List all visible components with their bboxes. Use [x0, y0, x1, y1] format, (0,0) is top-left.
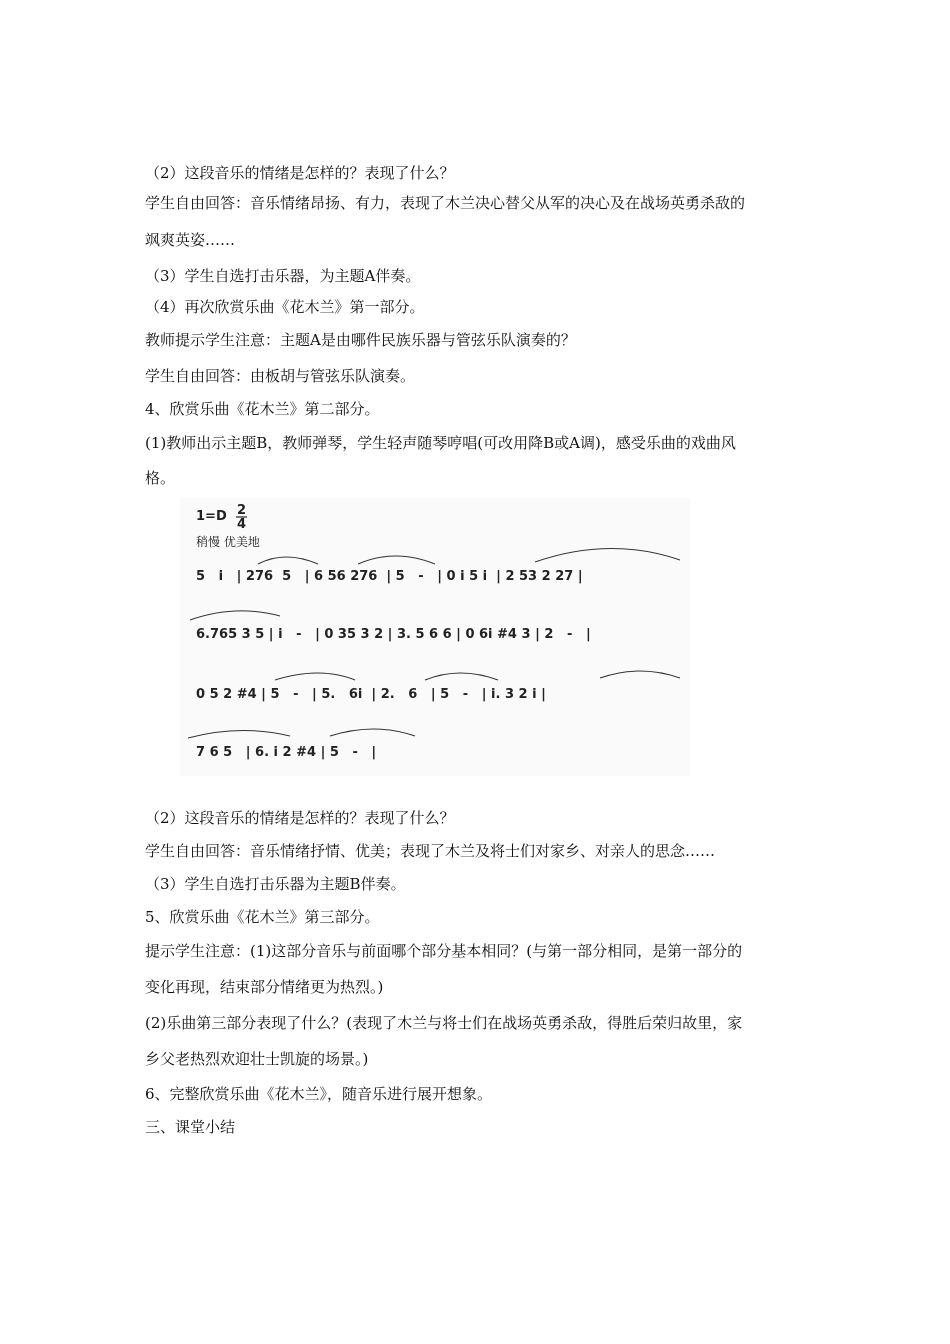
text-line: 5、欣赏乐曲《花木兰》第三部分。 [145, 908, 380, 926]
text-line: （4）再次欣赏乐曲《花木兰》第一部分。 [145, 298, 425, 316]
text-line: 格。 [145, 469, 176, 487]
text-line: 乡父老热烈欢迎壮士凯旋的场景。) [145, 1050, 369, 1068]
text-line: 学生自由回答：音乐情绪抒情、优美；表现了木兰及将士们对家乡、对亲人的思念…… [145, 842, 716, 860]
score-tempo: 稍慢 优美地 [196, 535, 260, 549]
score-time-bottom: 4 [237, 517, 247, 532]
text-line: （3）学生自选打击乐器为主题B伴奏。 [145, 875, 406, 893]
text-line: （2）这段音乐的情绪是怎样的？表现了什么？ [145, 809, 455, 827]
score-row-1: 5 i | 276 5 | 6 56 276 | 5 - | 0 i 5 i | 2 53 2 27 | [196, 569, 583, 584]
score-row-2: 6.765 3 5 | i - | 0 35 3 2 | 3. 5 6 6 | 0 6i #4 3 | 2 - | [196, 627, 591, 642]
score-row-4: 7 6 5 | 6. i 2 #4 | 5 - | [196, 745, 377, 760]
text-line: 学生自由回答：由板胡与管弦乐队演奏。 [145, 367, 416, 385]
text-line: 教师提示学生注意：主题A是由哪件民族乐器与管弦乐队演奏的？ [145, 331, 576, 349]
text-line: 4、欣赏乐曲《花木兰》第二部分。 [145, 400, 380, 418]
text-line: 飒爽英姿…… [145, 231, 236, 249]
text-line: (1)教师出示主题B，教师弹琴，学生轻声随琴哼唱(可改用降B或A调)，感受乐曲的戏曲风 [145, 434, 736, 452]
score-row-3: 0 5 2 #4 | 5 - | 5. 6i | 2. 6 | 5 - | i. 3 2 i | [196, 687, 546, 702]
score-graphic [180, 498, 690, 776]
text-line: 学生自由回答：音乐情绪昂扬、有力，表现了木兰决心替父从军的决心及在战场英勇杀敌的 [145, 194, 746, 212]
text-line: 变化再现，结束部分情绪更为热烈。) [145, 978, 384, 996]
score-time-top: 2 [237, 503, 247, 518]
music-score [180, 498, 690, 776]
text-line: 三、课堂小结 [145, 1118, 236, 1136]
text-line: 6、完整欣赏乐曲《花木兰》，随音乐进行展开想象。 [145, 1085, 493, 1103]
text-line: (2)乐曲第三部分表现了什么？(表现了木兰与将士们在战场英勇杀敌，得胜后荣归故里，家 [145, 1014, 743, 1032]
text-line: （2）这段音乐的情绪是怎样的？表现了什么？ [145, 164, 455, 182]
text-line: 提示学生注意：(1)这部分音乐与前面哪个部分基本相同？(与第一部分相同，是第一部分的 [145, 942, 743, 960]
score-key: 1=D [196, 509, 227, 524]
text-line: （3）学生自选打击乐器，为主题A伴奏。 [145, 267, 421, 285]
